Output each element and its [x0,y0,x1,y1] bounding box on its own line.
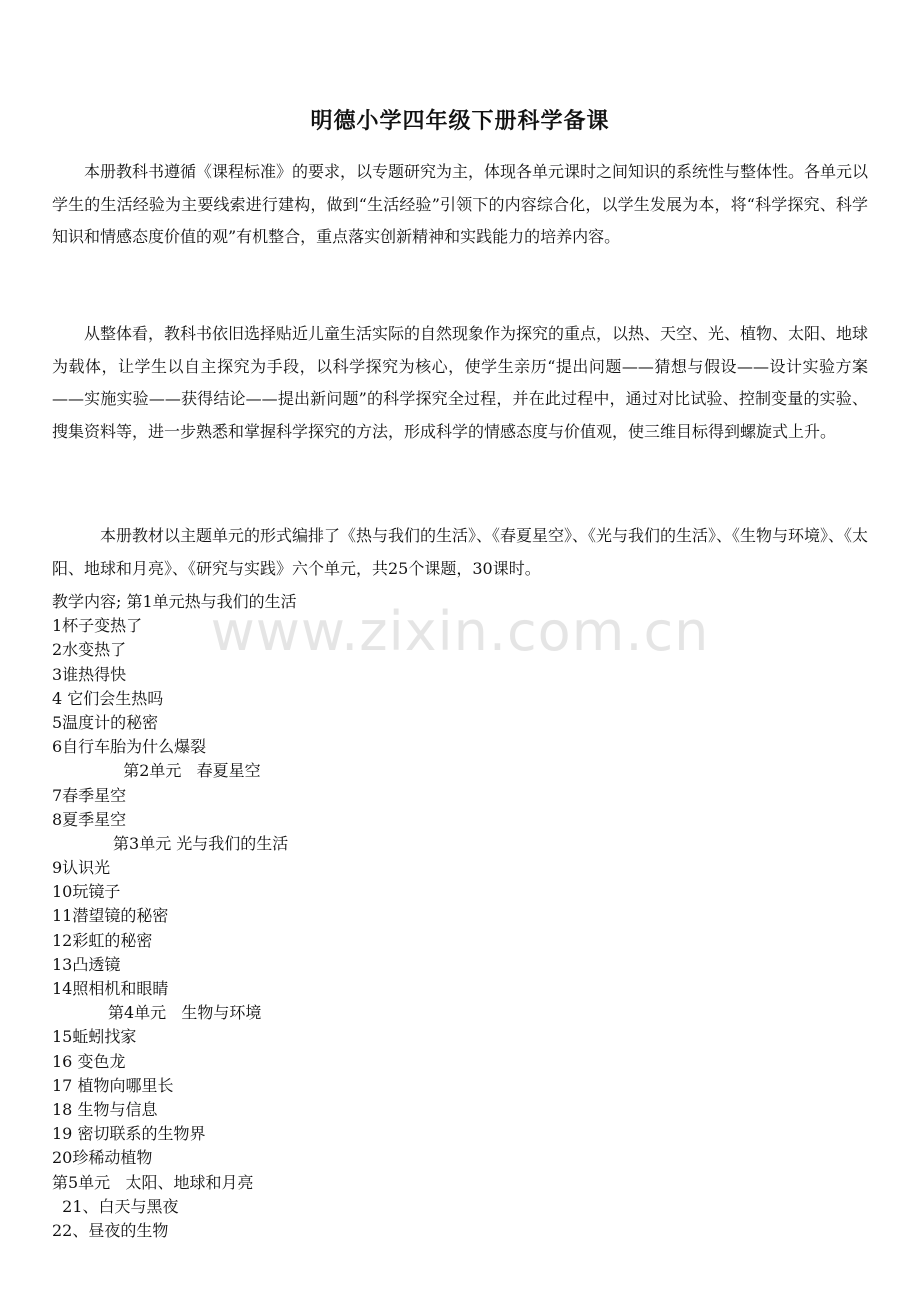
list-item: 18 生物与信息 [52,1099,158,1119]
list-item: 9认识光 [52,858,111,878]
list-item: 8夏季星空 [52,809,127,829]
unit-heading: 第5单元 太阳、地球和月亮 [52,1172,254,1192]
list-item: 教学内容; 第1单元热与我们的生活 [52,592,297,611]
list-item: 15蚯蚓找家 [52,1027,137,1047]
overview-paragraph: 从整体看，教科书依旧选择贴近儿童生活实际的自然现象作为探究的重点，以热、天空、光、植物、太阳、地球为载体，让学生以自主探究为手段，以科学探究为核心，使学生亲历“提出问题——猜想与假设——设计实验方案——实施实验——获得结论——提出新问题”的科学探究全过程，并在此过程中，通过对比试验、控制变量的实验、搜集资料等，进一步熟悉和掌握科学探究的方法，形成科学的情感态度与价值观，使三维目标得到螺旋式上升。 [52,324,869,441]
units-paragraph: 本册教材以主题单元的形式编排了《热与我们的生活》、《春夏星空》、《光与我们的生活》、《生物与环境》、《太阳、地球和月亮》、《研究与实践》六个单元，共25个课题，30课时。 [52,526,869,578]
list-item: 14照相机和眼睛 [52,979,169,998]
list-item: 20珍稀动植物 [52,1148,153,1168]
unit-heading: 第4单元 生物与环境 [52,1003,262,1023]
list-item: 10玩镜子 [52,882,121,902]
unit-heading: 第2单元 春夏星空 [52,761,261,781]
list-item: 16 变色龙 [52,1051,126,1071]
unit-heading: 第3单元 光与我们的生活 [52,833,289,853]
list-item: 4 它们会生热吗 [52,688,164,708]
list-item: 1杯子变热了 [52,616,143,636]
document-title: 明德小学四年级下册科学备课 [310,108,610,134]
list-item: 17 植物向哪里长 [52,1075,174,1095]
list-item: 2水变热了 [52,640,127,660]
list-item: 19 密切联系的生物界 [52,1124,206,1144]
list-item: 3谁热得快 [52,664,127,684]
list-item: 11潜望镜的秘密 [52,906,169,926]
list-item: 22、昼夜的生物 [52,1220,169,1240]
list-item: 6自行车胎为什么爆裂 [52,737,207,757]
list-item: 21、白天与黑夜 [52,1196,179,1216]
watermark: www.zixin.com.cn [210,600,710,663]
intro-paragraph: 本册教科书遵循《课程标准》的要求，以专题研究为主，体现各单元课时之间知识的系统性与整体性。各单元以学生的生活经验为主要线索进行建构，做到“生活经验”引领下的内容综合化，以学生发展为本，将“科学探究、科学知识和情感态度价值的观”有机整合，重点落实创新精神和实践能力的培养内容。 [52,162,869,246]
lesson-list [52,590,868,1243]
list-item: 12彩虹的秘密 [52,930,153,950]
list-item: 5温度计的秘密 [52,712,159,732]
list-item: 7春季星空 [52,785,127,805]
list-item: 13凸透镜 [52,954,121,974]
